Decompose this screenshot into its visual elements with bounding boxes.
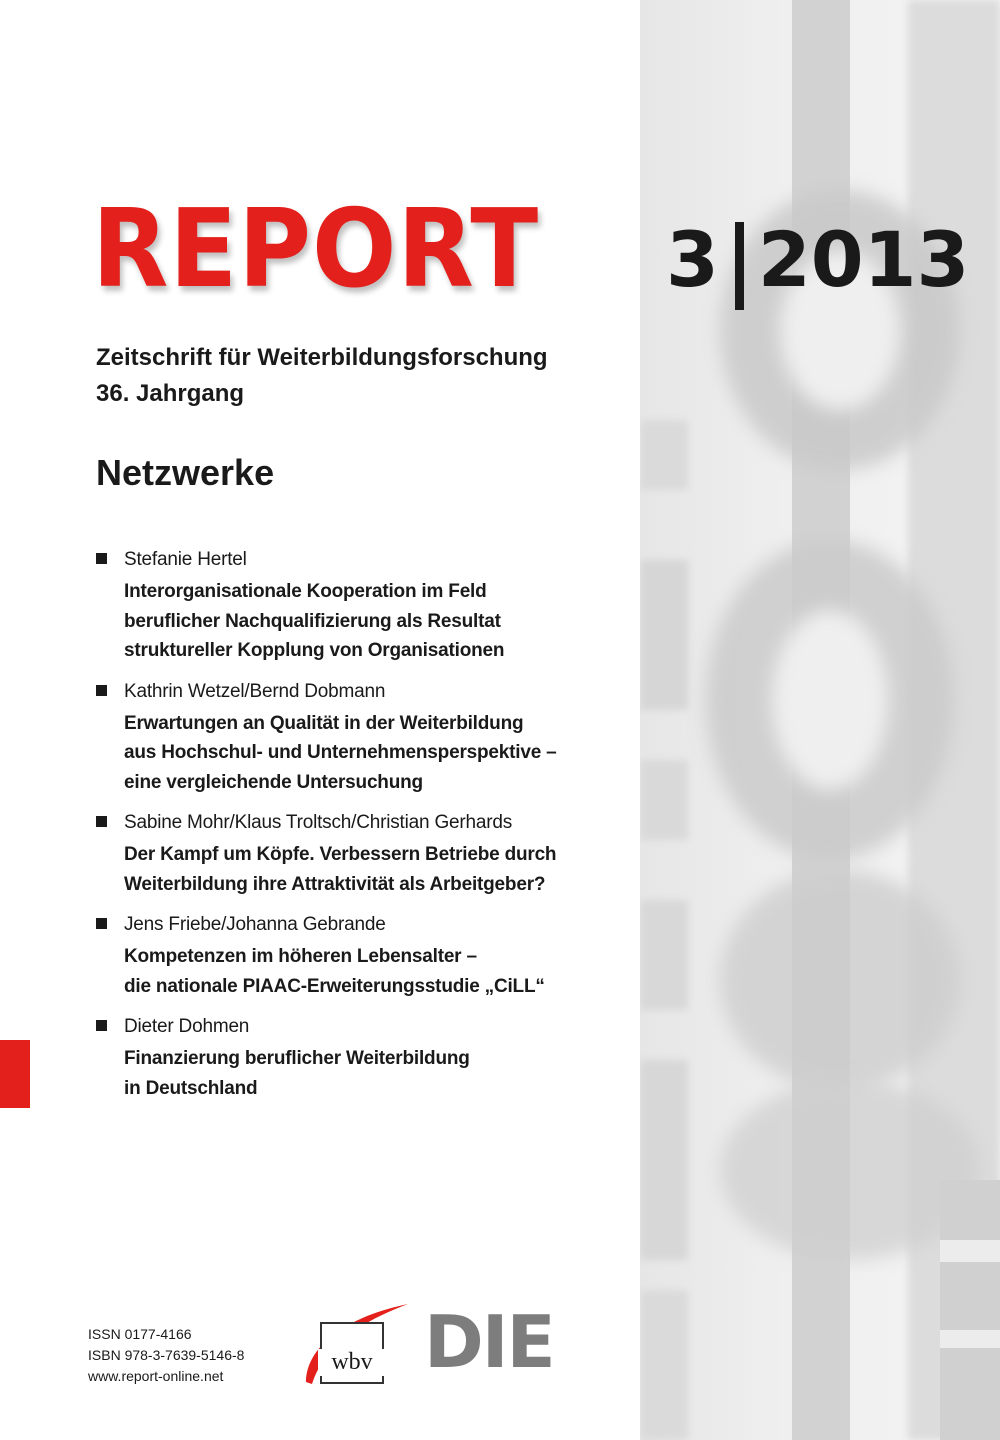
issue-theme: Netzwerke [96, 452, 275, 493]
article-title-line: struktureller Kopplung von Organisationen [124, 640, 505, 661]
article-title-line: Weiterbildung ihre Attraktivität als Arbeitgeber? [124, 873, 546, 895]
bullet-square [96, 1020, 107, 1031]
article-authors: Sabine Mohr/Klaus Troltsch/Christian Gerhards [124, 812, 513, 833]
article-item [96, 678, 616, 798]
article-title-line: die nationale PIAAC-Erweiterungsstudie „CiLL“ [124, 975, 545, 997]
subtitle-line: Zeitschrift für Weiterbildungsforschung [96, 344, 548, 371]
wbv-wordmark: wbv [318, 1349, 386, 1376]
article-title-line: Interorganisationale Kooperation im Feld [124, 581, 487, 602]
bullet-square [96, 918, 107, 929]
article-item [96, 911, 616, 1001]
bullet-square [96, 816, 107, 827]
article-item [96, 1013, 616, 1103]
article-title-line: eine vergleichende Untersuchung [124, 771, 423, 793]
website-url: www.report-online.net [88, 1368, 224, 1384]
article-authors: Stefanie Hertel [124, 549, 247, 570]
bullet-square [96, 553, 107, 564]
article-authors: Kathrin Wetzel/Bernd Dobmann [124, 680, 386, 702]
article-title-line: beruflicher Nachqualifizierung als Resultat [124, 610, 501, 632]
article-title-line: Der Kampf um Köpfe. Verbessern Betriebe durch [124, 844, 557, 865]
issue-label [666, 215, 970, 312]
article-title-line: Erwartungen an Qualität in der Weiterbildung [124, 712, 524, 734]
journal-title: REPORT [92, 187, 540, 312]
article-title-line: aus Hochschul- und Unternehmensperspektive – [124, 742, 557, 763]
article-authors: Jens Friebe/Johanna Gebrande [124, 914, 386, 935]
bullet-square [96, 685, 107, 696]
issue-year: 2013 [757, 215, 970, 304]
issn: ISSN 0177-4166 [88, 1326, 192, 1342]
article-title-line: Finanzierung beruflicher Weiterbildung [124, 1048, 470, 1069]
issue-number: 3 [666, 215, 719, 304]
wbv-logo [300, 1300, 412, 1390]
article-item [96, 809, 616, 899]
red-edge-marker [0, 1040, 30, 1108]
die-logo [424, 1300, 554, 1384]
issue-divider [735, 222, 744, 310]
article-authors: Dieter Dohmen [124, 1016, 250, 1037]
article-title-line: Kompetenzen im höheren Lebensalter – [124, 946, 477, 967]
imprint [88, 1324, 244, 1387]
article-item [96, 546, 616, 666]
isbn: ISBN 978-3-7639-5146-8 [88, 1347, 245, 1363]
article-list [96, 546, 616, 1115]
article-title-line: in Deutschland [124, 1077, 258, 1099]
journal-subtitle [96, 340, 548, 412]
volume-line: 36. Jahrgang [96, 380, 245, 407]
die-wordmark: DIE [424, 1300, 554, 1384]
